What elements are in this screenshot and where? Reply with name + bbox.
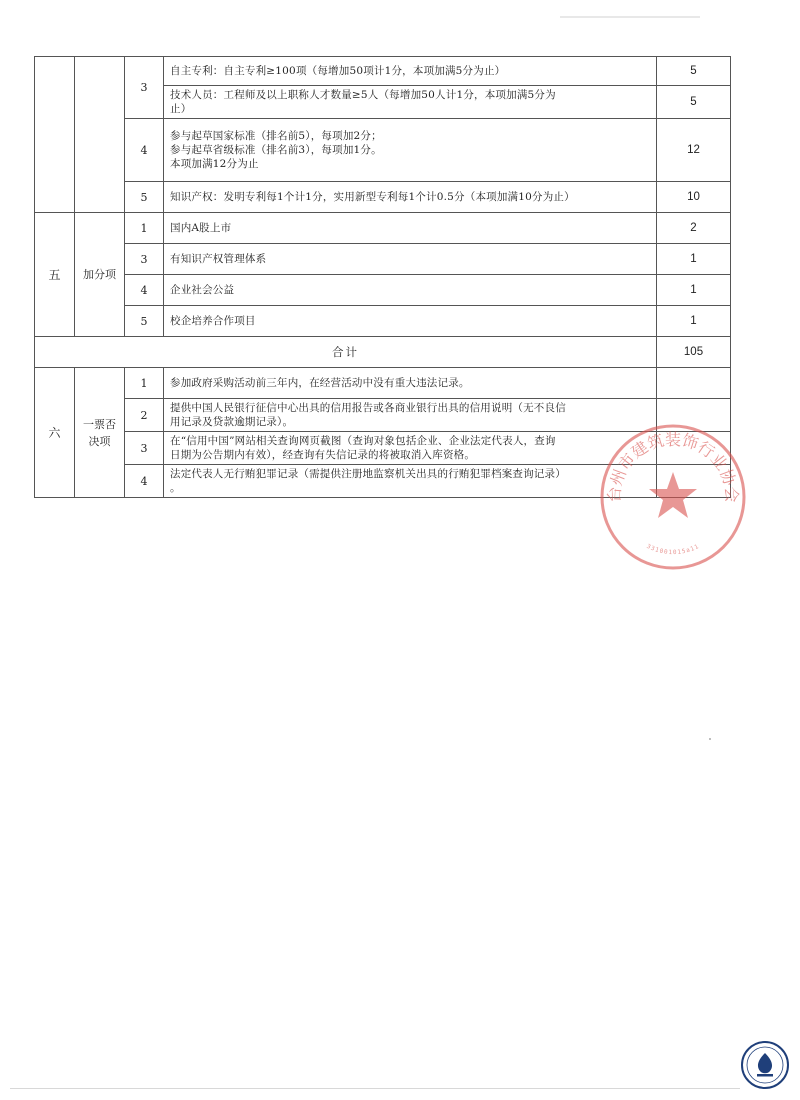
description-line: 。 [170, 482, 181, 494]
item-description [164, 119, 657, 182]
section-index: 六 [35, 368, 75, 498]
section-index: 五 [35, 213, 75, 337]
table-row [35, 182, 731, 213]
item-description [164, 86, 657, 119]
bottom-scan-rule [10, 1088, 740, 1089]
item-description: 企业社会公益 [164, 275, 657, 306]
table-row [35, 432, 731, 465]
top-scan-mark [560, 16, 700, 18]
section-index-cell [35, 57, 75, 213]
description-line: 日期为公告期内有效），经查询有失信记录的将被取消入库资格。 [170, 449, 476, 461]
total-label: 合计 [35, 337, 657, 368]
item-score: 1 [657, 244, 731, 275]
description-line: 参加政府采购活动前三年内，在经营活动中没有重大违法记录。 [170, 377, 470, 389]
item-score: 5 [657, 86, 731, 119]
logo-base-bar [757, 1074, 773, 1077]
item-number: 3 [125, 432, 164, 465]
item-number: 5 [125, 182, 164, 213]
section-category: 加分项 [75, 213, 125, 337]
item-description: 有知识产权管理体系 [164, 244, 657, 275]
section-category [75, 368, 125, 498]
category-line: 决项 [88, 434, 111, 448]
item-description [164, 399, 657, 432]
item-description: 知识产权：发明专利每1个计1分，实用新型专利每1个计0.5分（本项加满10分为止） [164, 182, 657, 213]
total-row [35, 337, 731, 368]
description-line: 用记录及贷款逾期记录）。 [170, 416, 294, 428]
item-description: 自主专利：自主专利≥100项（每增加50项计1分，本项加满5分为止） [164, 57, 657, 86]
scan-speck [709, 738, 711, 740]
seal-number [645, 543, 700, 556]
table-row [35, 306, 731, 337]
item-number: 4 [125, 465, 164, 498]
table-row [35, 213, 731, 244]
table-row [35, 275, 731, 306]
item-number: 3 [125, 244, 164, 275]
total-score: 105 [657, 337, 731, 368]
item-number: 1 [125, 213, 164, 244]
category-line: 一票否 [83, 417, 116, 431]
item-score: 12 [657, 119, 731, 182]
item-number: 2 [125, 399, 164, 432]
description-line: 参与起草省级标准（排名前3），每项加1分。 [170, 144, 382, 156]
seal-number-path: 331001015a11 [645, 542, 701, 557]
description-line: 技术人员：工程师及以上职称人才数量≥5人（每增加50人计1分，本项加满5分为 [170, 89, 556, 101]
item-description: 国内A股上市 [164, 213, 657, 244]
item-score [657, 465, 731, 498]
item-description [164, 368, 657, 399]
item-description [164, 432, 657, 465]
association-logo-icon [740, 1040, 790, 1090]
item-score [657, 368, 731, 399]
table-row [35, 57, 731, 86]
description-line: 本项加满12分为止 [170, 158, 259, 170]
item-score: 5 [657, 57, 731, 86]
item-score [657, 432, 731, 465]
seal-text-path: 台州市建筑装饰行业协会 [604, 429, 742, 504]
item-number: 4 [125, 275, 164, 306]
item-score: 1 [657, 306, 731, 337]
table-row [35, 119, 731, 182]
table-row [35, 399, 731, 432]
item-number: 1 [125, 368, 164, 399]
table-row [35, 368, 731, 399]
scoring-table [34, 56, 731, 498]
description-line: 法定代表人无行贿犯罪记录（需提供注册地监察机关出具的行贿犯罪档案查询记录） [170, 468, 566, 480]
item-number: 4 [125, 119, 164, 182]
description-line: 止） [170, 103, 192, 115]
table-row [35, 465, 731, 498]
description-line: 参与起草国家标准（排名前5），每项加2分； [170, 130, 382, 142]
description-line: 提供中国人民银行征信中心出具的信用报告或各商业银行出具的信用说明（无不良信 [170, 402, 566, 414]
item-score: 2 [657, 213, 731, 244]
item-description [164, 465, 657, 498]
item-number: 5 [125, 306, 164, 337]
item-score: 10 [657, 182, 731, 213]
item-number: 3 [125, 57, 164, 119]
description-line: 在“信用中国”网站相关查询网页截图（查询对象包括企业、企业法定代表人，查询 [170, 435, 556, 447]
item-description: 校企培养合作项目 [164, 306, 657, 337]
category-cell [75, 57, 125, 213]
item-score [657, 399, 731, 432]
item-score: 1 [657, 275, 731, 306]
table-row [35, 244, 731, 275]
